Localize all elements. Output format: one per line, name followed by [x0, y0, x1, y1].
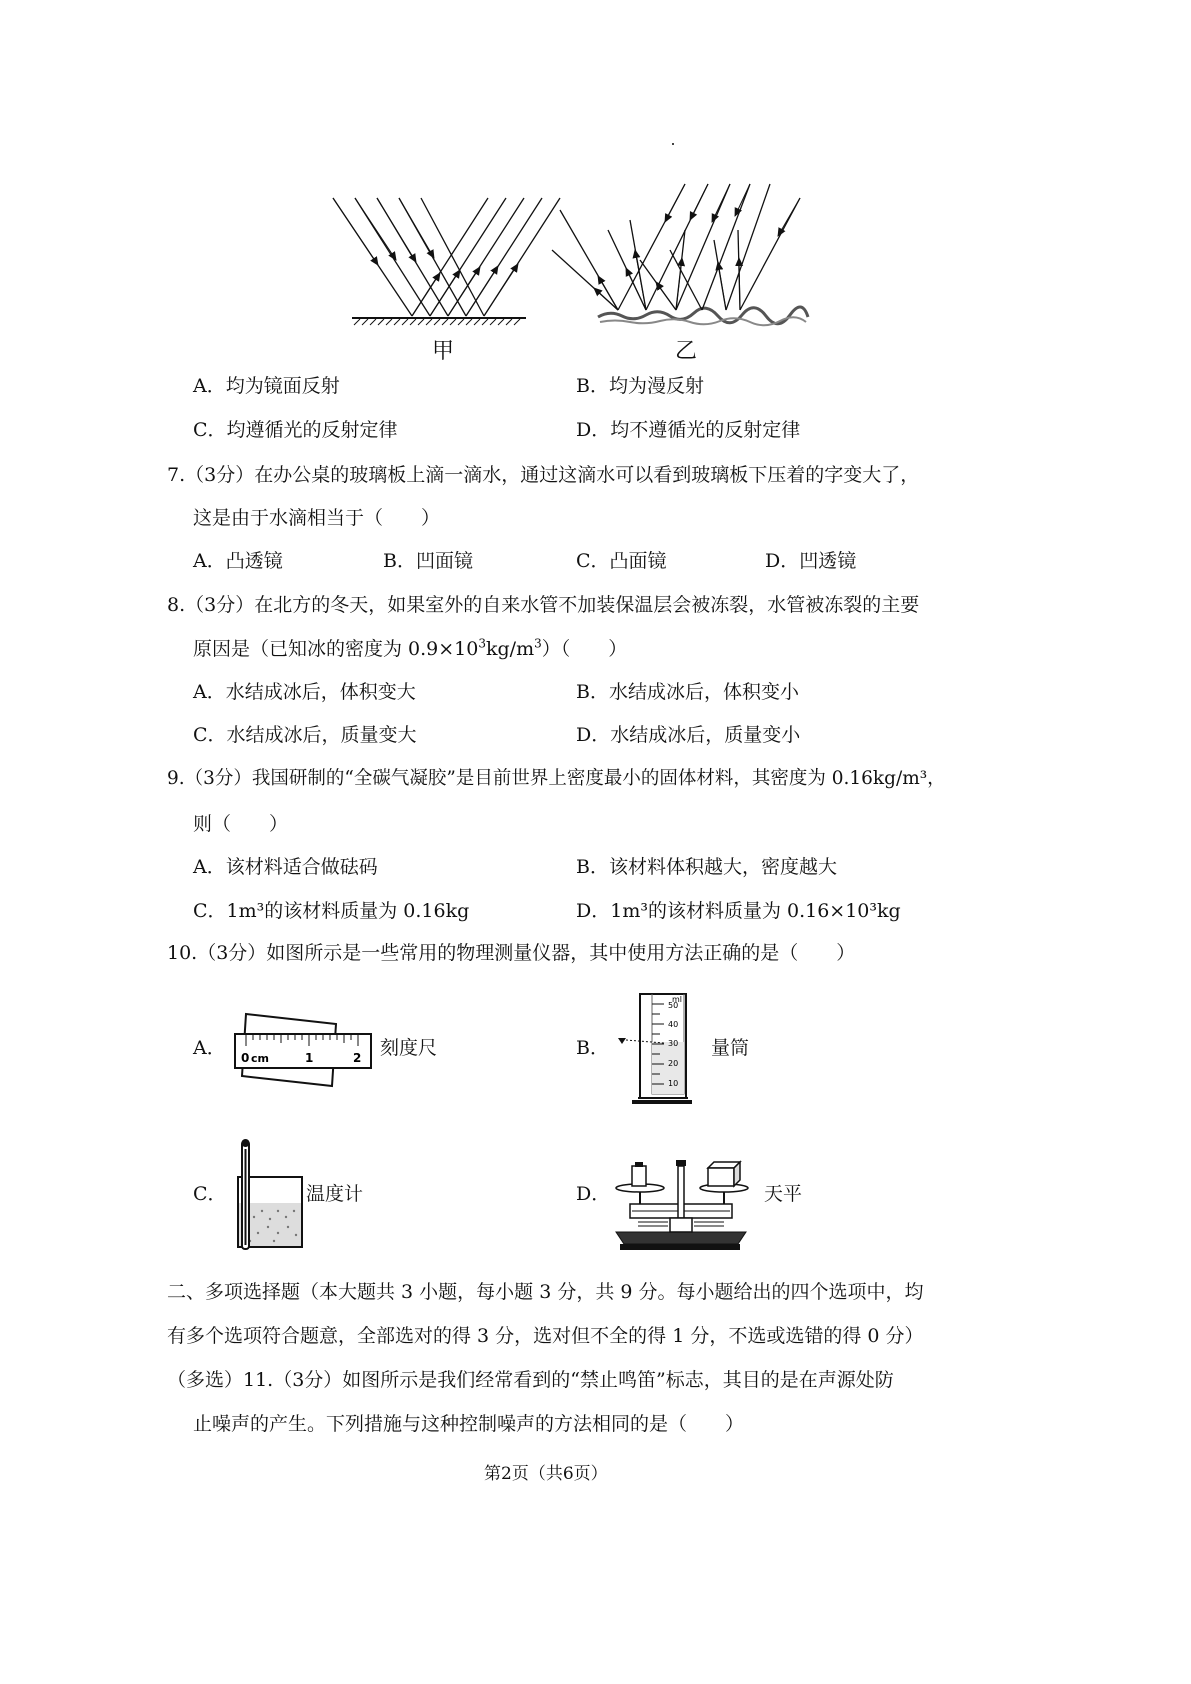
- q8-stem-line1: 8.（3分）在北方的冬天，如果室外的自来水管不加装保温层会被冻裂，水管被冻裂的主要: [167, 594, 920, 616]
- diagram-label-jia: 甲: [432, 339, 455, 364]
- ruler-unit: cm: [251, 1052, 269, 1065]
- option-text: 凹面镜: [415, 550, 473, 572]
- eye-icon: [618, 1038, 626, 1044]
- q6-option-a[interactable]: [193, 373, 340, 399]
- option-letter: D．: [765, 550, 800, 572]
- option-text: 水结成冰后，质量变大: [226, 724, 417, 746]
- option-text: 凹透镜: [799, 550, 857, 572]
- option-text: 均不遵循光的反射定律: [610, 419, 801, 441]
- option-letter: C．: [193, 724, 227, 746]
- page-dot: [672, 143, 674, 145]
- option-text: 凸面镜: [609, 550, 667, 572]
- ruler-illustration: [232, 1006, 377, 1088]
- q10-option-c-letter[interactable]: C．: [193, 1183, 227, 1205]
- option-letter: C．: [576, 550, 610, 572]
- option-text: 1m³的该材料质量为 0.16kg: [226, 900, 470, 922]
- balance-illustration: [608, 1144, 753, 1256]
- option-letter: B．: [576, 681, 609, 703]
- ruler-tick-1: 1: [305, 1051, 314, 1065]
- q10-option-a-letter[interactable]: A．: [193, 1037, 226, 1059]
- option-letter: C．: [193, 419, 227, 441]
- option-text: 1m³的该材料质量为 0.16×10³kg: [610, 900, 901, 922]
- q11-stem-line1: （多选）11.（3分）如图所示是我们经常看到的“禁止鸣笛”标志，其目的是在声源处防: [167, 1369, 894, 1391]
- q6-option-b[interactable]: [576, 373, 704, 399]
- q7-option-a[interactable]: [193, 548, 283, 574]
- q10-option-a-text: 刻度尺: [380, 1037, 438, 1059]
- ruler-tick-0: 0: [241, 1051, 250, 1065]
- option-text: 均遵循光的反射定律: [226, 419, 398, 441]
- page-footer: 第2页（共6页）: [484, 1464, 608, 1484]
- q10-option-c-text: 温度计: [306, 1183, 364, 1205]
- option-letter: D．: [576, 900, 611, 922]
- graduated-cylinder-illustration: [610, 990, 700, 1110]
- option-letter: B．: [383, 550, 416, 572]
- option-letter: D．: [576, 724, 611, 746]
- q6-option-d[interactable]: [576, 417, 800, 443]
- q10-stem-line1: 10.（3分）如图所示是一些常用的物理测量仪器，其中使用方法正确的是（ ）: [167, 942, 856, 964]
- option-letter: D．: [576, 419, 611, 441]
- cylinder-tick-30: 30: [668, 1039, 679, 1048]
- q8-option-a[interactable]: [193, 679, 416, 705]
- option-letter: A．: [193, 550, 226, 572]
- q8-text-b: kg/m: [486, 638, 535, 660]
- cylinder-tick-40: 40: [668, 1020, 679, 1029]
- option-text: 水结成冰后，质量变小: [610, 724, 801, 746]
- diagram-label-yi: 乙: [675, 339, 698, 364]
- q10-option-d-letter[interactable]: D．: [576, 1183, 611, 1205]
- q7-stem-line2: 这是由于水滴相当于（ ）: [193, 507, 441, 529]
- q8-option-b[interactable]: [576, 679, 799, 705]
- q11-stem-line2: 止噪声的产生。下列措施与这种控制噪声的方法相同的是（ ）: [193, 1413, 745, 1435]
- section2-heading-line2: 有多个选项符合题意，全部选对的得 3 分，选对但不全的得 1 分，不选或选错的得 0 分）: [167, 1325, 924, 1347]
- option-letter: B．: [576, 856, 609, 878]
- q7-option-c[interactable]: [576, 548, 667, 574]
- q9-option-c[interactable]: [193, 898, 469, 924]
- ruler-tick-2: 2: [353, 1051, 362, 1065]
- thermometer-illustration: [230, 1135, 310, 1253]
- q8-text-a: 原因是（已知冰的密度为 0.9×10: [193, 638, 479, 660]
- option-letter: B．: [576, 375, 609, 397]
- option-letter: A．: [193, 375, 226, 397]
- option-text: 水结成冰后，体积变小: [608, 681, 799, 703]
- option-text: 凸透镜: [225, 550, 283, 572]
- cylinder-unit: ml: [672, 995, 683, 1004]
- cylinder-tick-20: 20: [668, 1059, 679, 1068]
- diffuse-reflection-diagram: [552, 184, 808, 325]
- q8-option-d[interactable]: [576, 722, 800, 748]
- q9-stem-line1: 9.（3分）我国研制的“全碳气凝胶”是目前世界上密度最小的固体材料，其密度为 0.16kg/m³，: [167, 768, 946, 789]
- option-text: 该材料体积越大，密度越大: [608, 856, 837, 878]
- q10-option-d-text: 天平: [764, 1183, 803, 1205]
- q9-option-d[interactable]: [576, 898, 901, 924]
- cylinder-tick-10: 10: [668, 1079, 679, 1088]
- option-letter: A．: [193, 856, 226, 878]
- q7-stem-line1: 7.（3分）在办公桌的玻璃板上滴一滴水，通过这滴水可以看到玻璃板下压着的字变大了，: [167, 464, 920, 486]
- q10-option-b-text: 量筒: [711, 1037, 750, 1059]
- q7-option-b[interactable]: [383, 548, 473, 574]
- q9-stem-line2: 则（ ）: [193, 813, 289, 835]
- q8-option-c[interactable]: [193, 722, 417, 748]
- option-text: 该材料适合做砝码: [225, 856, 378, 878]
- section2-heading-line1: 二、多项选择题（本大题共 3 小题，每小题 3 分，共 9 分。每小题给出的四个选项中，均: [167, 1281, 924, 1303]
- q7-option-d[interactable]: [765, 548, 856, 574]
- option-text: 均为镜面反射: [225, 375, 340, 397]
- q8-sup-2: 3: [534, 636, 542, 651]
- option-text: 均为漫反射: [608, 375, 704, 397]
- q9-option-b[interactable]: [576, 854, 837, 880]
- option-letter: C．: [193, 900, 227, 922]
- q9-option-a[interactable]: [193, 854, 378, 880]
- q8-text-c: ）（ ）: [541, 638, 628, 660]
- q6-option-c[interactable]: [193, 417, 398, 443]
- q10-option-b-letter[interactable]: B．: [576, 1037, 609, 1059]
- q8-stem-line2: [193, 636, 627, 662]
- option-text: 水结成冰后，体积变大: [225, 681, 416, 703]
- option-letter: A．: [193, 681, 226, 703]
- q8-sup-1: 3: [478, 636, 486, 651]
- reflection-figure: [330, 170, 820, 370]
- cylinder-tick-50: 50: [668, 1001, 679, 1010]
- specular-reflection-diagram: [333, 198, 560, 325]
